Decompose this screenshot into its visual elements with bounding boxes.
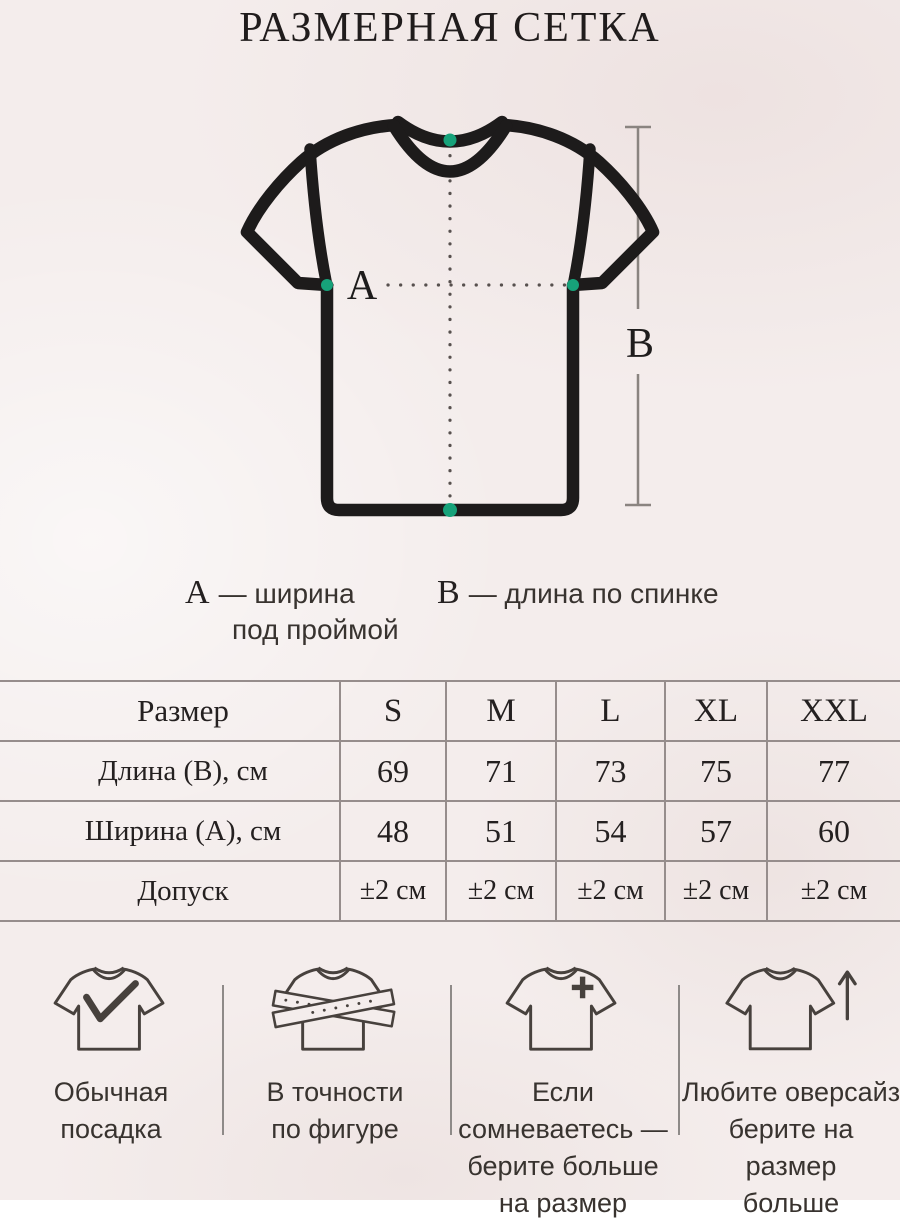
legend-a — [185, 574, 355, 612]
fit-guide-size-up-if-unsure — [452, 960, 674, 1222]
right-sleeve-seam — [574, 149, 590, 281]
legend-b-text: — длина по спинке — [468, 578, 719, 609]
col-header-size: Размер — [0, 681, 340, 741]
legend-a-text: — ширина — [218, 578, 355, 609]
fit-caption: Обычная посадка — [53, 1077, 169, 1144]
legend-a-letter: A — [185, 574, 210, 611]
fit-guide-divider-2 — [450, 985, 452, 1135]
fit-caption: Если сомневаетесь — берите больше на размер — [458, 1077, 668, 1218]
col-header-xxl: XXL — [767, 681, 900, 741]
neck-point — [444, 134, 457, 147]
tshirt-plus-icon — [499, 960, 627, 1058]
right-armpit-point — [567, 279, 579, 291]
tshirt-arrow-icon — [723, 960, 859, 1058]
col-header-xl: XL — [665, 681, 767, 741]
fit-guide-regular — [0, 960, 222, 1148]
col-header-m: M — [446, 681, 556, 741]
col-header-l: L — [556, 681, 665, 741]
table-row-tolerance: Допуск ±2 см ±2 см ±2 см ±2 см ±2 см — [0, 861, 900, 921]
left-sleeve-seam — [310, 149, 326, 281]
fit-guide-exact-fit — [224, 960, 446, 1148]
tshirt-tape-icon — [271, 960, 399, 1058]
fit-guide-oversize — [680, 960, 902, 1222]
size-table — [0, 680, 900, 922]
fit-caption: В точности по фигуре — [266, 1077, 404, 1144]
hem-point — [443, 503, 457, 517]
dotted-guides — [332, 143, 569, 507]
diagram-label-a: A — [346, 263, 378, 309]
page-title: РАЗМЕРНАЯ СЕТКА — [239, 5, 661, 51]
fit-caption: Любите оверсайз берите на размер больше — [681, 1077, 901, 1218]
fit-guide-divider-1 — [222, 985, 224, 1135]
left-armpit-point — [321, 279, 333, 291]
fit-guide-divider-3 — [678, 985, 680, 1135]
legend-a-line2: под проймой — [232, 614, 399, 645]
legend-b-letter: B — [437, 574, 460, 611]
size-table-header-row — [0, 681, 900, 741]
diagram-label-b: B — [625, 321, 655, 367]
tshirt-measurement-diagram — [230, 95, 670, 545]
col-header-s: S — [340, 681, 446, 741]
dimension-line-b — [625, 127, 651, 505]
table-row-length: Длина (B), см 69 71 73 75 77 — [0, 741, 900, 801]
tshirt-check-icon — [47, 960, 175, 1058]
legend-b — [437, 574, 719, 612]
table-row-width: Ширина (А), см 48 51 54 57 60 — [0, 801, 900, 861]
